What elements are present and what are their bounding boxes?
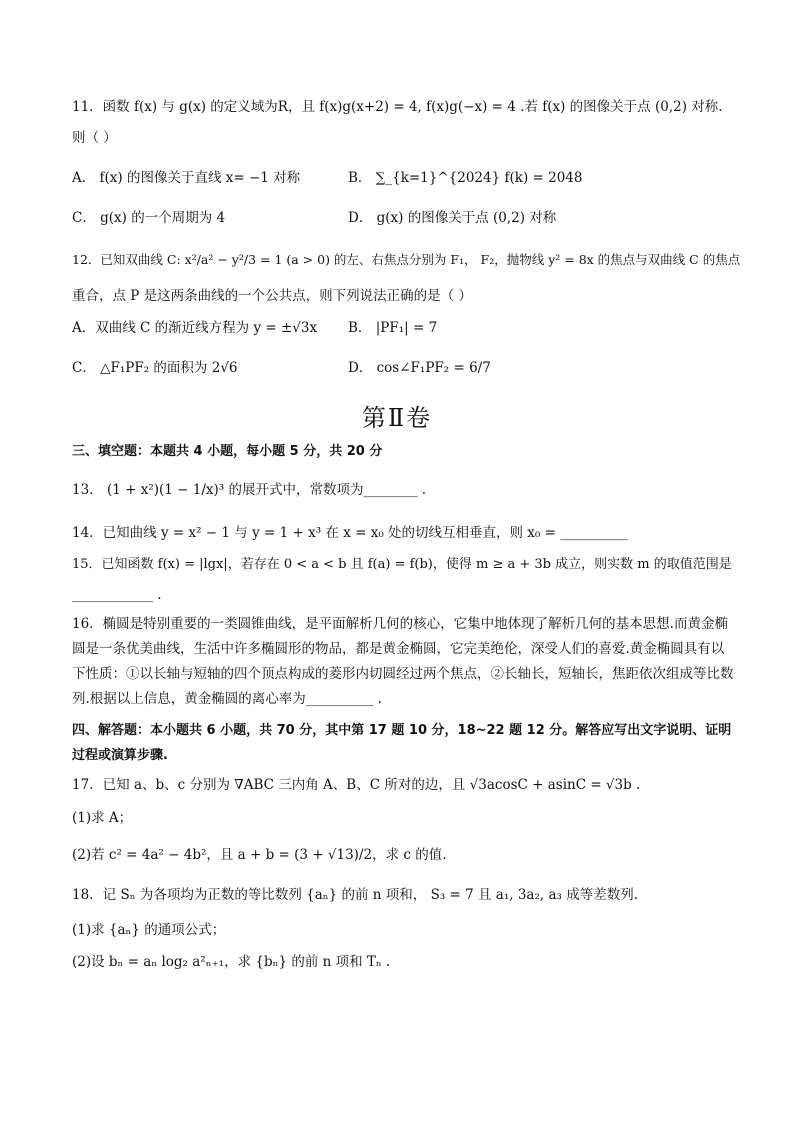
q18-part-2: (2)设 bₙ = aₙ log₂ a²ₙ₊₁，求 {bₙ} 的前 n 项和 Tₙ .	[72, 954, 391, 970]
section-3-heading: 三、填空题：本题共 4 小题，每小题 5 分，共 20 分	[72, 444, 383, 459]
q12-option-b: B． |PF₁| = 7	[348, 320, 438, 336]
question-14: 14．已知曲线 y = x² − 1 与 y = 1 + x³ 在 x = x₀ 处的切线互相垂直，则 x₀ = __________	[72, 525, 628, 541]
q17-stem: 17．已知 a、b、c 分别为 ∇ABC 三内角 A、B、C 所对的边，且 √3acosC + asinC = √3b .	[72, 777, 641, 793]
q11-option-a: A． f(x) 的图像关于直线 x= −1 对称	[72, 170, 301, 186]
q11-stem-cont: 则（ ）	[72, 130, 117, 146]
q17-part-2: (2)若 c² = 4a² − 4b²，且 a + b = (3 + √13)/2，求 c 的值.	[72, 847, 447, 863]
q17-part-1: (1)求 A；	[72, 810, 133, 826]
part-2-title: 第Ⅱ卷	[361, 404, 433, 432]
q11-option-d: D． g(x) 的图像关于点 (0,2) 对称	[348, 210, 557, 226]
q11-option-b: B． ∑_{k=1}^{2024} f(k) = 2048	[348, 170, 583, 186]
q18-stem: 18．记 Sₙ 为各项均为正数的等比数列 {aₙ} 的前 n 项和， S₃ = 7 且 a₁, 3a₂, a₃ 成等差数列.	[72, 887, 639, 903]
question-15: 15．已知函数 f(x) = |lgx|，若存在 0 < a < b 且 f(a) = f(b)，使得 m ≥ a + 3b 成立，则实数 m 的取值范围是	[72, 557, 732, 572]
question-13: 13． (1 + x²)(1 − 1/x)³ 的展开式中，常数项为________ .	[72, 482, 427, 498]
q18-part-1: (1)求 {aₙ} 的通项公式；	[72, 922, 226, 938]
question-16: 16．椭圆是特别重要的一类圆锥曲线，是平面解析几何的核心，它集中地体现了解析几何的基本思想.而黄金椭圆是一条优美曲线，生活中许多椭圆形的物品，都是黄金椭圆，它完美绝伦，深受人们的喜爱.黄金椭圆具有以下性质：①以长轴与短轴的四个顶点构成的菱形内切圆经过两个焦点，②长轴长，短轴长，焦距依次组成等比数列.根据以上信息，黄金椭圆的离心率为__________ .	[72, 616, 734, 707]
q12-option-a: A．双曲线 C 的渐近线方程为 y = ±√3x	[72, 320, 318, 336]
q12-option-d: D． cos∠F₁PF₂ = 6/7	[348, 360, 491, 376]
q11-option-c: C． g(x) 的一个周期为 4	[72, 210, 226, 226]
question-15-blank: ____________ .	[72, 587, 162, 603]
q12-stem: 12．已知双曲线 C: x²/a² − y²/3 = 1 (a > 0) 的左、右焦点分别为 F₁， F₂，抛物线 y² = 8x 的焦点与双曲线 C 的焦点	[72, 252, 741, 267]
q11-stem: 11．函数 f(x) 与 g(x) 的定义域为R，且 f(x)g(x+2) = 4, f(x)g(−x) = 4 .若 f(x) 的图像关于点 (0,2) 对称.	[72, 99, 723, 115]
section-4-heading: 四、解答题：本小题共 6 小题，共 70 分，其中第 17 题 10 分，18~22 题 12 分。解答应写出文字说明、证明过程或演算步骤.	[72, 723, 732, 763]
q12-stem-cont: 重合，点 P 是这两条曲线的一个公共点，则下列说法正确的是（ ）	[72, 288, 472, 304]
q12-option-c: C． △F₁PF₂ 的面积为 2√6	[72, 360, 238, 376]
